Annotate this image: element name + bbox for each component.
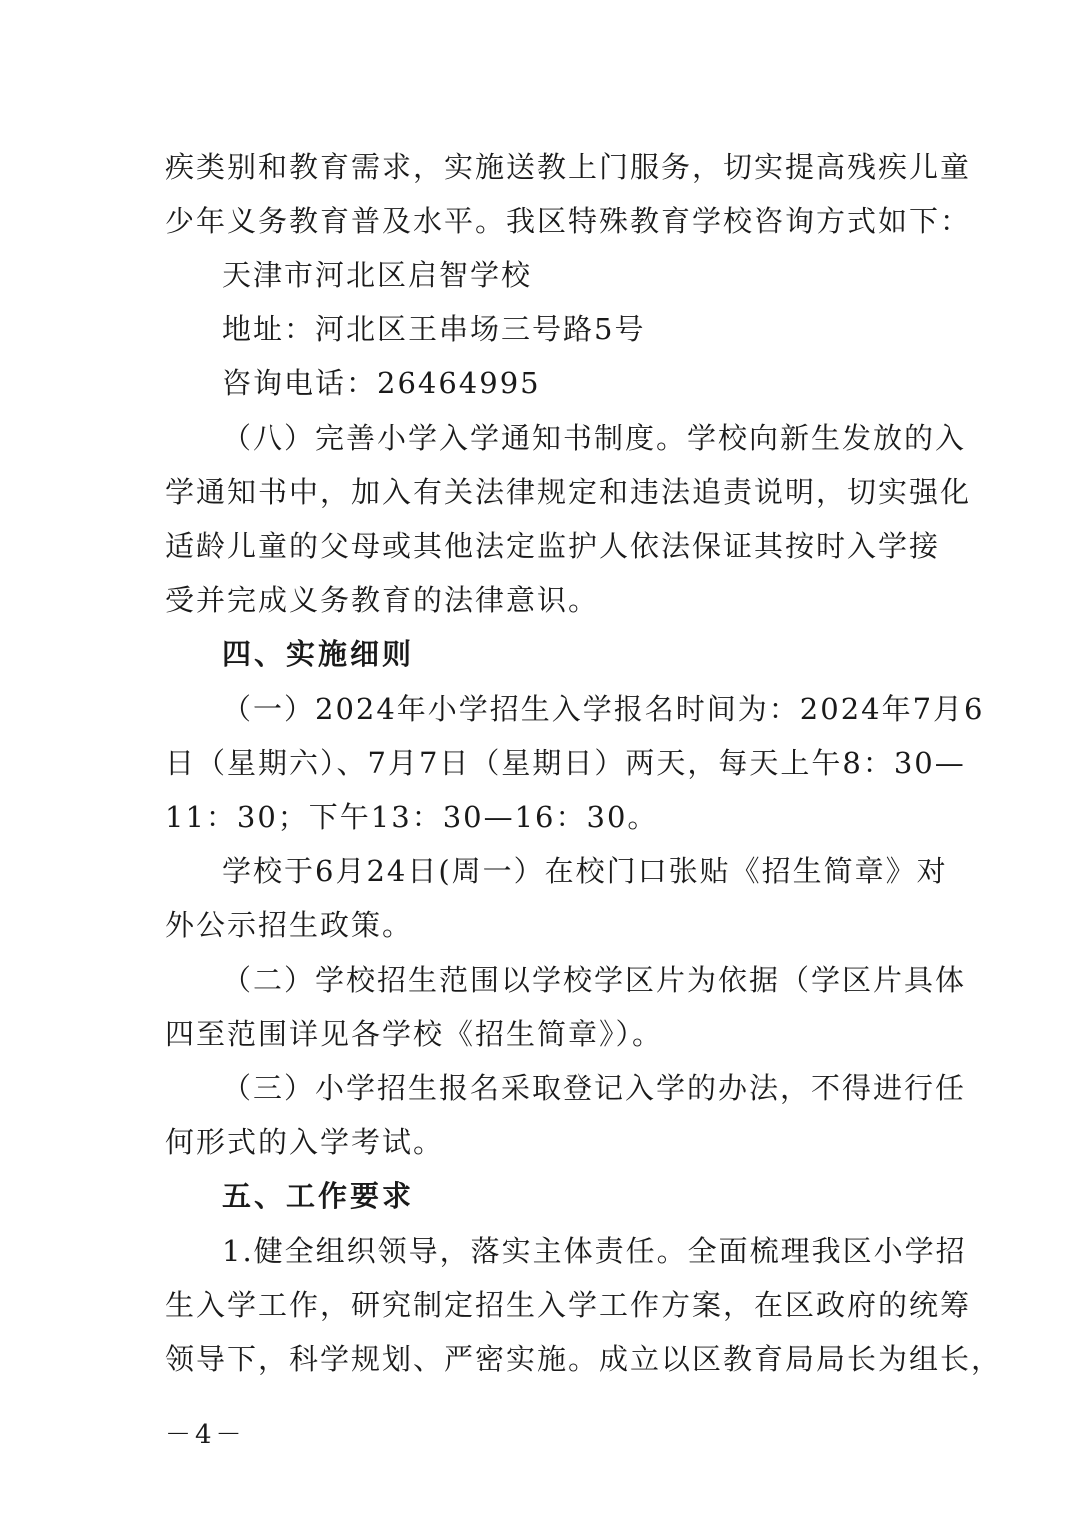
body-text-line: （一）2024年小学招生入学报名时间为：2024年7月6 bbox=[222, 692, 985, 726]
body-text-line: 1.健全组织领导，落实主体责任。全面梳理我区小学招 bbox=[222, 1234, 967, 1268]
body-text-line: 何形式的入学考试。 bbox=[165, 1125, 445, 1159]
body-text-line: （八）完善小学入学通知书制度。学校向新生发放的入 bbox=[222, 421, 967, 455]
body-text-line: （二）学校招生范围以学校学区片为依据（学区片具体 bbox=[222, 963, 967, 997]
body-text-line: 外公示招生政策。 bbox=[165, 908, 414, 942]
body-text-line: 学通知书中，加入有关法律规定和违法追责说明，切实强化 bbox=[165, 475, 972, 509]
school-address: 地址：河北区王串场三号路5号 bbox=[222, 312, 646, 346]
page-number: －4－ bbox=[165, 1420, 246, 1450]
body-text-line: （三）小学招生报名采取登记入学的办法，不得进行任 bbox=[222, 1071, 967, 1105]
body-text-line: 学校于6月24日(周一）在校门口张贴《招生简章》对 bbox=[222, 854, 948, 888]
school-phone: 咨询电话：26464995 bbox=[222, 366, 541, 400]
body-text-line: 疾类别和教育需求，实施送教上门服务，切实提高残疾儿童 bbox=[165, 150, 972, 184]
school-name: 天津市河北区启智学校 bbox=[222, 258, 533, 292]
body-text-line: 适龄儿童的父母或其他法定监护人依法保证其按时入学接 bbox=[165, 529, 941, 563]
body-text-line: 少年义务教育普及水平。我区特殊教育学校咨询方式如下： bbox=[165, 204, 972, 238]
body-text-line: 生入学工作，研究制定招生入学工作方案，在区政府的统筹 bbox=[165, 1288, 972, 1322]
body-text-line: 受并完成义务教育的法律意识。 bbox=[165, 583, 600, 617]
body-text-line: 领导下，科学规划、严密实施。成立以区教育局局长为组长， bbox=[165, 1342, 1003, 1376]
section-heading: 四、实施细则 bbox=[222, 637, 415, 671]
section-heading: 五、工作要求 bbox=[222, 1179, 415, 1213]
body-text-line: 日（星期六）、7月7日（星期日）两天，每天上午8：30— bbox=[165, 746, 966, 780]
body-text-line: 四至范围详见各学校《招生简章》）。 bbox=[165, 1017, 664, 1051]
body-text-line: 11：30；下午13：30—16：30。 bbox=[165, 800, 659, 834]
